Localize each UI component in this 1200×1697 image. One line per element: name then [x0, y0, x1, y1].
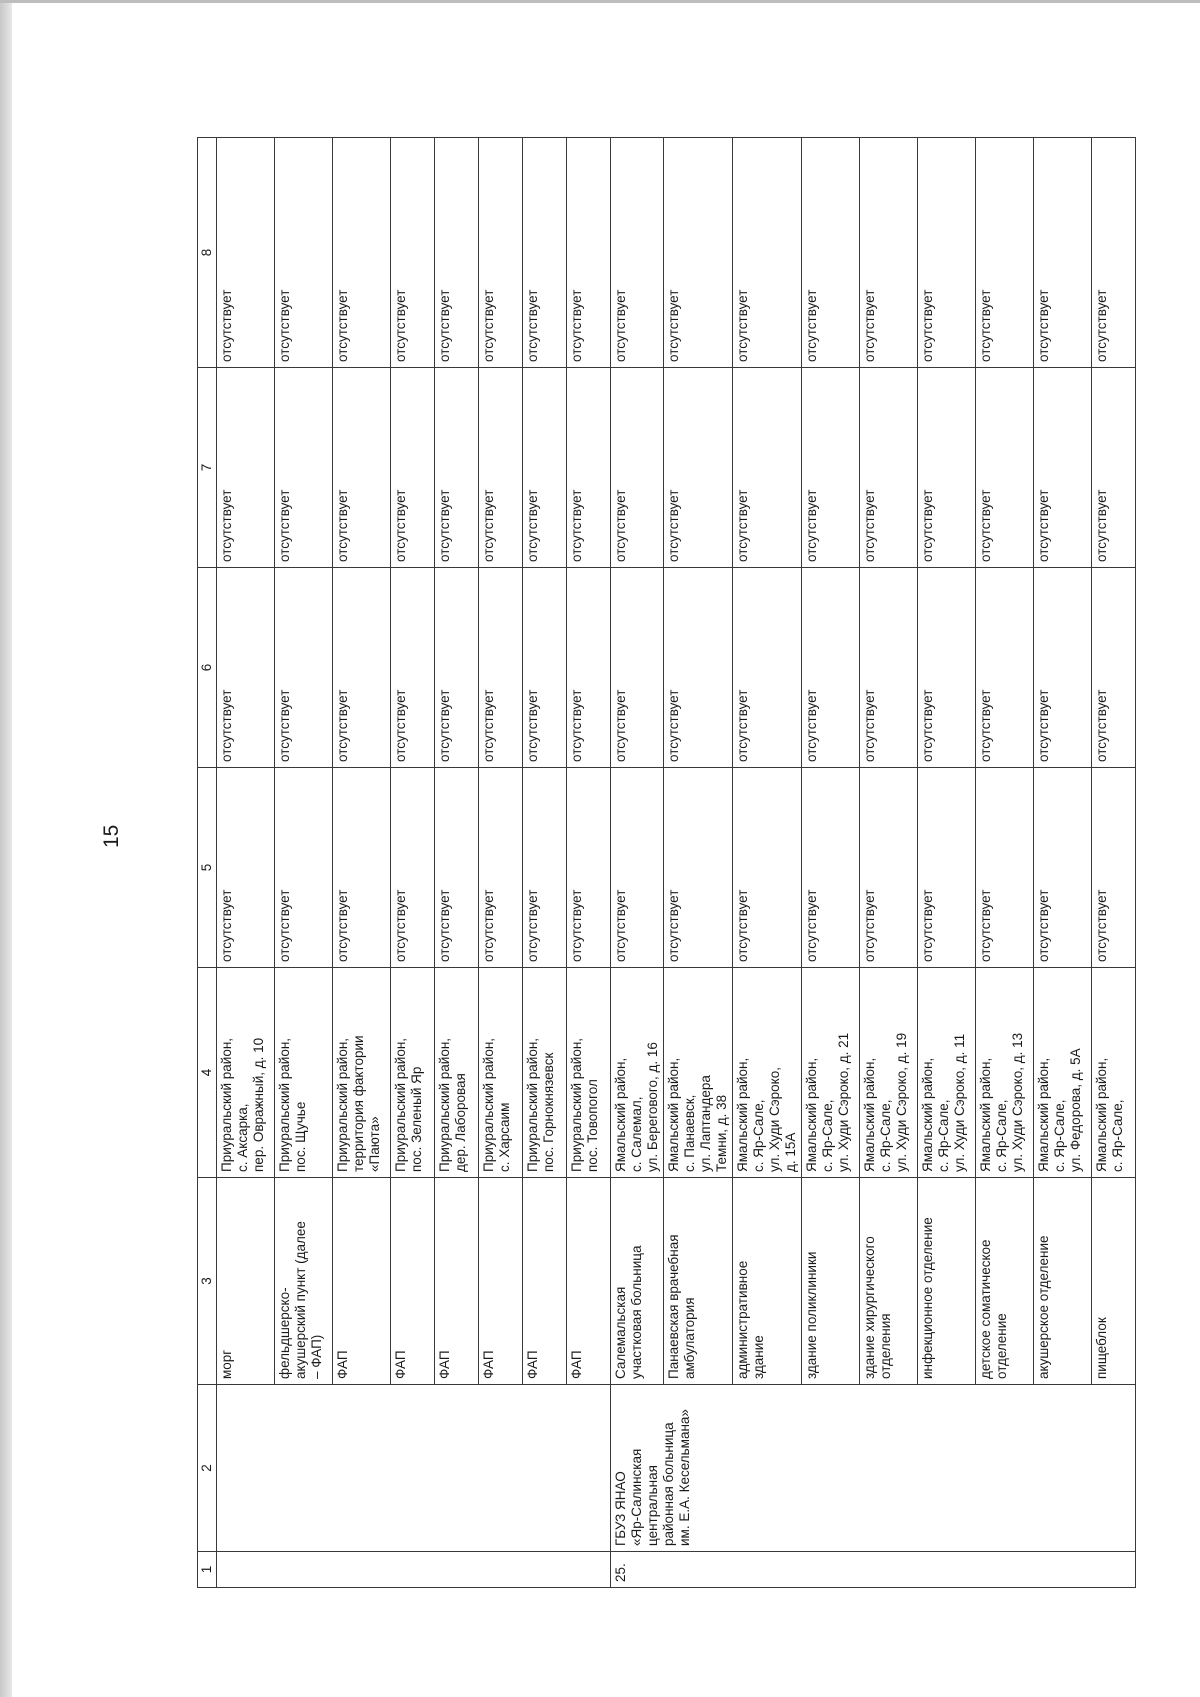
column-8-cell: отсутствует	[802, 138, 860, 368]
table-row	[860, 138, 918, 1588]
column-7-cell: отсутствует	[275, 368, 333, 568]
column-7-cell: отсутствует	[523, 368, 567, 568]
column-6-cell: отсутствует	[918, 568, 976, 768]
column-number: 2	[198, 1385, 217, 1552]
column-5-cell: отсутствует	[611, 768, 664, 968]
column-6-cell: отсутствует	[567, 568, 611, 768]
address-cell: Ямальский район, с. Салемал, ул. Берегового, д. 16	[611, 968, 664, 1178]
column-6-cell: отсутствует	[435, 568, 479, 768]
column-8-cell: отсутствует	[918, 138, 976, 368]
table-row	[217, 138, 275, 1588]
table-header-row	[198, 138, 217, 1588]
column-6-cell: отсутствует	[391, 568, 435, 768]
column-6-cell: отсутствует	[1092, 568, 1136, 768]
table-row	[523, 138, 567, 1588]
address-cell: Приуральский район, с. Аксарка, пер. Овражный, д. 10	[217, 968, 275, 1178]
column-5-cell: отсутствует	[1034, 768, 1092, 968]
table-row	[435, 138, 479, 1588]
column-7-cell: отсутствует	[664, 368, 733, 568]
object-name-cell: ФАП	[567, 1178, 611, 1385]
address-cell: Приуральский район, территория фактории «Паюта»	[333, 968, 391, 1178]
address-cell: Ямальский район, с. Яр-Сале, ул. Худи Сэроко, д. 15А	[733, 968, 802, 1178]
table-row	[333, 138, 391, 1588]
page-number: 15	[100, 824, 123, 848]
column-5-cell: отсутствует	[976, 768, 1034, 968]
column-5-cell: отсутствует	[567, 768, 611, 968]
address-cell: Ямальский район, с. Яр-Сале,	[1092, 968, 1136, 1178]
column-7-cell: отсутствует	[976, 368, 1034, 568]
column-6-cell: отсутствует	[976, 568, 1034, 768]
table-row	[275, 138, 333, 1588]
address-cell: Приуральский район, дер. Лаборовая	[435, 968, 479, 1178]
table-row	[567, 138, 611, 1588]
object-name-cell: здание хирургического отделения	[860, 1178, 918, 1385]
column-8-cell: отсутствует	[435, 138, 479, 368]
column-8-cell: отсутствует	[391, 138, 435, 368]
column-6-cell: отсутствует	[611, 568, 664, 768]
object-name-cell: Панаевская врачебная амбулатория	[664, 1178, 733, 1385]
column-8-cell: отсутствует	[976, 138, 1034, 368]
column-8-cell: отсутствует	[733, 138, 802, 368]
column-8-cell: отсутствует	[217, 138, 275, 368]
address-cell: Приуральский район, пос. Товопогол	[567, 968, 611, 1178]
column-number: 6	[198, 568, 217, 768]
column-7-cell: отсутствует	[435, 368, 479, 568]
address-cell: Приуральский район, с. Харсаим	[479, 968, 523, 1178]
object-name-cell: ФАП	[479, 1178, 523, 1385]
address-cell: Ямальский район, с. Яр-Сале, ул. Федорова, д. 5А	[1034, 968, 1092, 1178]
column-7-cell: отсутствует	[802, 368, 860, 568]
object-name-cell: инфекционное отделение	[918, 1178, 976, 1385]
column-7-cell: отсутствует	[733, 368, 802, 568]
column-5-cell: отсутствует	[918, 768, 976, 968]
column-5-cell: отсутствует	[435, 768, 479, 968]
column-6-cell: отсутствует	[333, 568, 391, 768]
column-8-cell: отсутствует	[479, 138, 523, 368]
column-8-cell: отсутствует	[860, 138, 918, 368]
column-7-cell: отсутствует	[391, 368, 435, 568]
column-6-cell: отсутствует	[275, 568, 333, 768]
column-5-cell: отсутствует	[523, 768, 567, 968]
column-5-cell: отсутствует	[479, 768, 523, 968]
table-row	[733, 138, 802, 1588]
column-8-cell: отсутствует	[611, 138, 664, 368]
column-6-cell: отсутствует	[1034, 568, 1092, 768]
column-number: 4	[198, 968, 217, 1178]
column-7-cell: отсутствует	[611, 368, 664, 568]
column-6-cell: отсутствует	[479, 568, 523, 768]
address-cell: Приуральский район, пос. Горнокнязевск	[523, 968, 567, 1178]
column-number: 3	[198, 1178, 217, 1385]
column-8-cell: отсутствует	[1092, 138, 1136, 368]
table-row	[918, 138, 976, 1588]
object-name-cell: ФАП	[333, 1178, 391, 1385]
object-name-cell: ФАП	[523, 1178, 567, 1385]
column-number: 7	[198, 368, 217, 568]
table-row	[976, 138, 1034, 1588]
column-6-cell: отсутствует	[802, 568, 860, 768]
column-8-cell: отсутствует	[523, 138, 567, 368]
address-cell: Приуральский район, пос. Зеленый Яр	[391, 968, 435, 1178]
column-5-cell: отсутствует	[802, 768, 860, 968]
column-6-cell: отсутствует	[664, 568, 733, 768]
object-name-cell: Салемальская участковая больница	[611, 1178, 664, 1385]
objects-table	[197, 137, 1136, 1588]
rotated-table-container	[197, 138, 1125, 1588]
column-7-cell: отсутствует	[860, 368, 918, 568]
scan-top-edge	[0, 0, 1200, 3]
address-cell: Ямальский район, с. Яр-Сале, ул. Худи Сэроко, д. 11	[918, 968, 976, 1178]
column-8-cell: отсутствует	[275, 138, 333, 368]
column-5-cell: отсутствует	[275, 768, 333, 968]
column-7-cell: отсутствует	[567, 368, 611, 568]
table-row	[391, 138, 435, 1588]
column-7-cell: отсутствует	[479, 368, 523, 568]
address-cell: Ямальский район, с. Яр-Сале, ул. Худи Сэроко, д. 19	[860, 968, 918, 1178]
column-7-cell: отсутствует	[333, 368, 391, 568]
organization-cell	[217, 1385, 611, 1552]
column-7-cell: отсутствует	[1034, 368, 1092, 568]
address-cell: Ямальский район, с. Яр-Сале, ул. Худи Сэроко, д. 21	[802, 968, 860, 1178]
address-cell: Приуральский район, пос. Щучье	[275, 968, 333, 1178]
column-5-cell: отсутствует	[1092, 768, 1136, 968]
table-row	[1034, 138, 1092, 1588]
column-5-cell: отсутствует	[664, 768, 733, 968]
organization-cell: ГБУЗ ЯНАО «Яр-Салинская центральная районная больница им. Е.А. Кесельмана»	[611, 1385, 1136, 1552]
object-name-cell: ФАП	[391, 1178, 435, 1385]
column-5-cell: отсутствует	[333, 768, 391, 968]
object-name-cell: фельдшерско- акушерский пункт (далее – ФАП)	[275, 1178, 333, 1385]
column-5-cell: отсутствует	[733, 768, 802, 968]
object-name-cell: здание поликлиники	[802, 1178, 860, 1385]
table-row	[1092, 138, 1136, 1588]
address-cell: Ямальский район, с. Яр-Сале, ул. Худи Сэроко, д. 13	[976, 968, 1034, 1178]
column-8-cell: отсутствует	[664, 138, 733, 368]
column-6-cell: отсутствует	[523, 568, 567, 768]
column-5-cell: отсутствует	[217, 768, 275, 968]
column-5-cell: отсутствует	[391, 768, 435, 968]
column-8-cell: отсутствует	[567, 138, 611, 368]
column-8-cell: отсутствует	[1034, 138, 1092, 368]
address-cell: Ямальский район, с. Панаевск, ул. Лаптандера Темни, д. 38	[664, 968, 733, 1178]
column-number: 1	[198, 1552, 217, 1588]
column-number: 5	[198, 768, 217, 968]
column-7-cell: отсутствует	[918, 368, 976, 568]
column-6-cell: отсутствует	[217, 568, 275, 768]
column-7-cell: отсутствует	[1092, 368, 1136, 568]
column-7-cell: отсутствует	[217, 368, 275, 568]
object-name-cell: ФАП	[435, 1178, 479, 1385]
object-name-cell: морг	[217, 1178, 275, 1385]
column-number: 8	[198, 138, 217, 368]
scan-left-edge	[0, 0, 12, 1697]
object-name-cell: детское соматическое отделение	[976, 1178, 1034, 1385]
row-number-cell: 25.	[611, 1552, 1136, 1588]
column-6-cell: отсутствует	[733, 568, 802, 768]
column-5-cell: отсутствует	[860, 768, 918, 968]
object-name-cell: административное здание	[733, 1178, 802, 1385]
table-row	[664, 138, 733, 1588]
table-row	[479, 138, 523, 1588]
row-number-cell	[217, 1552, 611, 1588]
column-6-cell: отсутствует	[860, 568, 918, 768]
column-8-cell: отсутствует	[333, 138, 391, 368]
object-name-cell: акушерское отделение	[1034, 1178, 1092, 1385]
object-name-cell: пищеблок	[1092, 1178, 1136, 1385]
table-row	[802, 138, 860, 1588]
table-row	[611, 138, 664, 1588]
